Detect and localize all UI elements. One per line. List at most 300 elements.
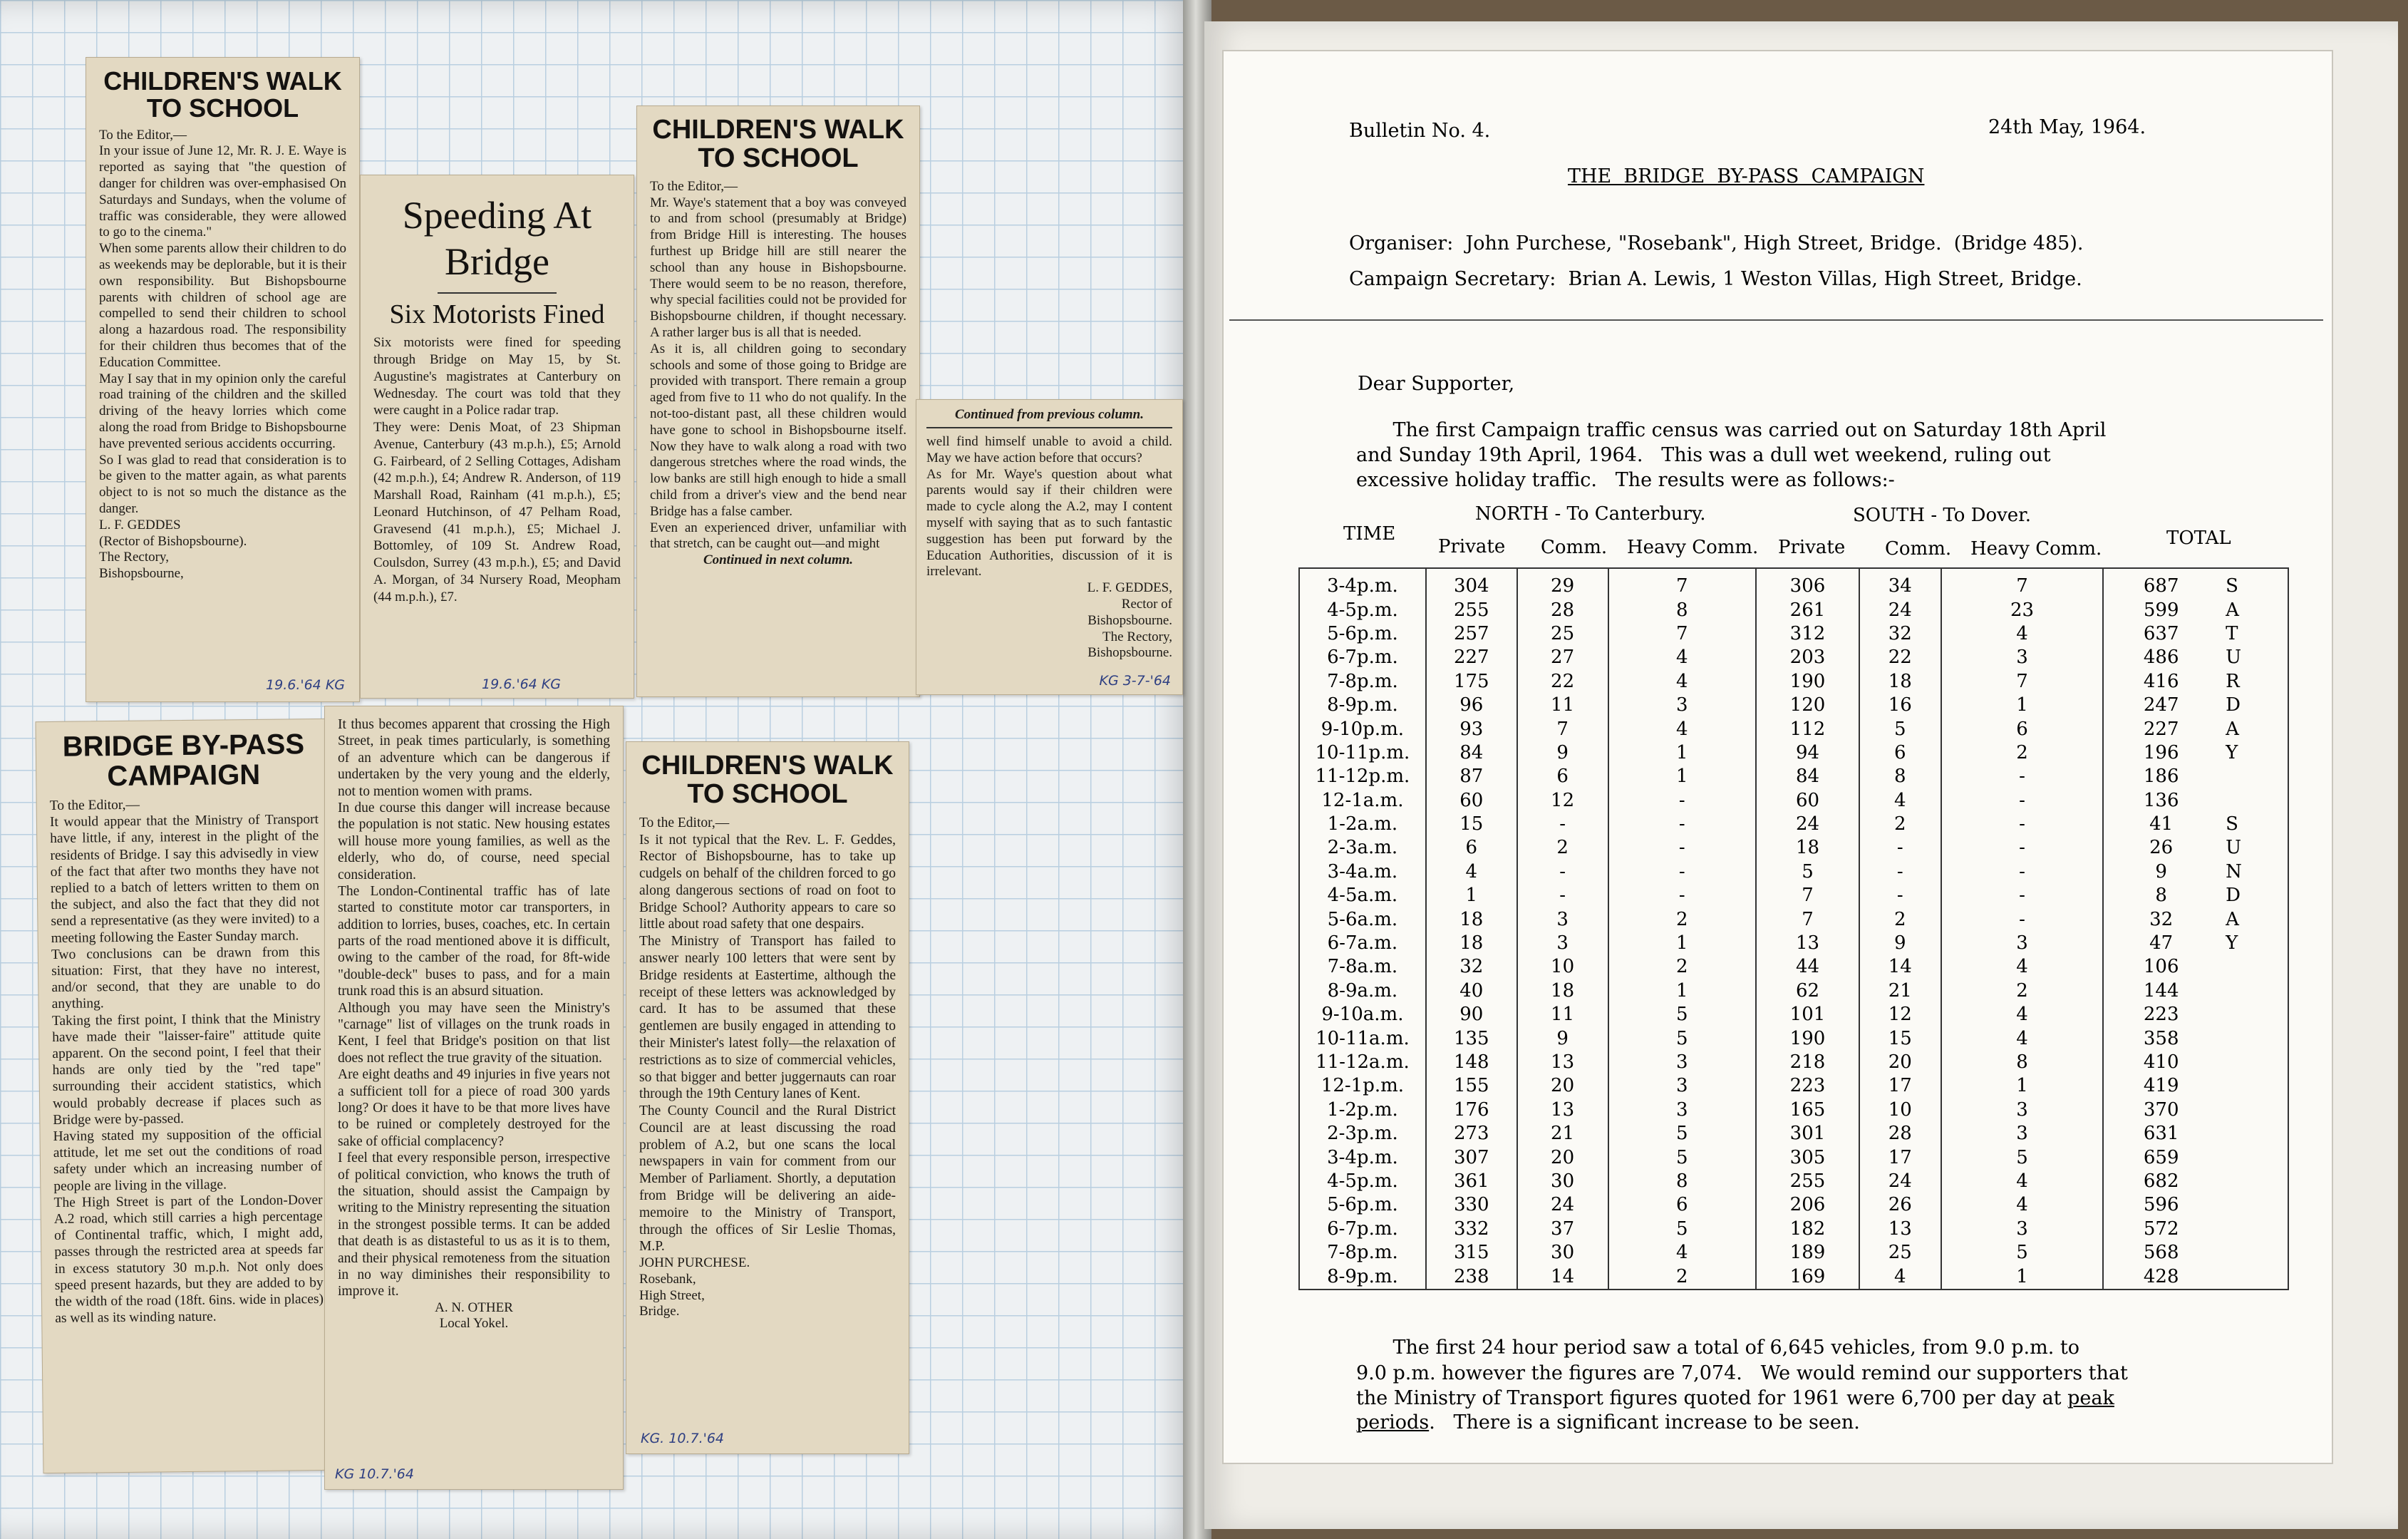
census-cell-nc: 27 [1517,646,1608,669]
census-cell-nc: 28 [1517,598,1608,622]
outro-line-4 [1356,1411,1860,1434]
census-cell-nc: 24 [1517,1193,1608,1217]
census-cell-day: A [2218,598,2288,622]
census-row [1299,1122,2288,1146]
census-cell-time: 9-10p.m. [1299,717,1426,741]
census-cell-sc: 8 [1859,765,1941,788]
census-cell-sh: 3 [1941,1122,2104,1146]
census-row [1299,1026,2288,1050]
census-cell-sp: 24 [1756,813,1859,836]
census-cell-nh: 2 [1608,907,1757,931]
census-cell-day [2218,1170,2288,1193]
peak-underlined: peak [2067,1387,2114,1409]
census-cell-nh: 4 [1608,1241,1757,1265]
census-cell-sp: 5 [1756,860,1859,884]
census-cell-np: 93 [1426,717,1517,741]
census-cell-sp: 120 [1756,694,1859,717]
census-cell-sh: - [1941,789,2104,813]
outro-line-4-text: . There is a significant increase to be seen. [1429,1411,1860,1434]
census-row [1299,1170,2288,1193]
census-cell-sh: 8 [1941,1051,2104,1074]
census-cell-sc: 10 [1859,1098,1941,1122]
census-cell-sc: 15 [1859,1026,1941,1050]
census-cell-total: 247 [2103,694,2218,717]
intro-line-1: The first Campaign traffic census was carried out on Saturday 18th April [1356,419,2107,441]
census-cell-sc: 16 [1859,694,1941,717]
census-cell-np: 255 [1426,598,1517,622]
census-cell-sh: 1 [1941,1074,2104,1098]
census-cell-np: 238 [1426,1265,1517,1289]
census-cell-sh: 4 [1941,1003,2104,1026]
census-cell-sh: 7 [1941,670,2104,694]
census-cell-nh: 8 [1608,598,1757,622]
census-cell-sc: 26 [1859,1193,1941,1217]
census-cell-total: 419 [2103,1074,2218,1098]
outro-line-3 [1356,1387,2114,1409]
census-cell-total: 410 [2103,1051,2218,1074]
census-cell-nc: 13 [1517,1051,1608,1074]
census-row [1299,1193,2288,1217]
clipping-childrens-walk-3 [626,741,909,1454]
census-cell-time: 10-11p.m. [1299,741,1426,765]
outro-line-3-text: the Ministry of Transport figures quoted for 1961 were 6,700 per day at [1356,1387,2068,1409]
census-cell-np: 227 [1426,646,1517,669]
census-cell-time: 1-2a.m. [1299,813,1426,836]
census-cell-nc: 9 [1517,1026,1608,1050]
census-cell-sc: 24 [1859,598,1941,622]
census-cell-nh: 5 [1608,1003,1757,1026]
census-cell-total: 370 [2103,1098,2218,1122]
census-cell-np: 15 [1426,813,1517,836]
census-cell-sh: 1 [1941,1265,2104,1289]
census-cell-nc: 10 [1517,955,1608,979]
census-cell-day [2218,1003,2288,1026]
census-cell-sc: 5 [1859,717,1941,741]
census-cell-day: U [2218,646,2288,669]
clipping-body: well find himself unable to avoid a child. May we have action before that occurs? As for Mr. Waye's question about what parents would say if their children were made to cycle along the A.2, may I content myself with saying that as to such fantastic suggestion has been put forward by the Education Authorities, discussion of it is irrelevant. [926,434,1172,580]
census-cell-day [2218,1122,2288,1146]
census-cell-time: 12-1a.m. [1299,789,1426,813]
census-cell-sc: 25 [1859,1241,1941,1265]
salutation: Dear Supporter, [1358,373,1515,395]
census-cell-nh: 3 [1608,694,1757,717]
census-cell-sh: 4 [1941,1170,2104,1193]
census-cell-sp: 261 [1756,598,1859,622]
census-cell-np: 18 [1426,907,1517,931]
census-cell-sc: 6 [1859,741,1941,765]
census-cell-np: 332 [1426,1218,1517,1241]
census-cell-sp: 101 [1756,1003,1859,1026]
census-cell-time: 3-4p.m. [1299,1146,1426,1169]
census-cell-total: 196 [2103,741,2218,765]
census-row [1299,932,2288,955]
clipping-body: To the Editor,— Is it not typical that the Rev. L. F. Geddes, Rector of Bishopsbourne, has to take up cudgels on behalf of the children forced to go along dangerous sections of road on foot to Bridge School? Authority appears to care so little about road safety that one despairs. The Ministry of Transport has failed to answer nearly 100 letters that were sent by Bridge residents at Eastertime, although the receipt of these letters was acknowledged by card. It has to be assumed that these gentlemen are busily engaged in attending to their Minister's latest folly—the relaxation of restrictions as to size of commercial vehicles, so that bigger and better juggernauts can roar through the 19th Century lanes of Kent. The County Council and the Rural District Council are at least discussing the road problem of A.2, but one scans the local newspapers in vain for comment from our Member of Parliament. Shortly, a deputation from Bridge will be delivering an aide-memoire to the Ministry of Transport, through the offices of Sir Leslie Thomas, M.P. [639,815,896,1255]
census-cell-np: 307 [1426,1146,1517,1169]
census-cell-sc: 17 [1859,1146,1941,1169]
census-cell-sc: 2 [1859,907,1941,931]
census-cell-total: 144 [2103,979,2218,1003]
header-divider [1229,319,2323,321]
census-cell-nh: 8 [1608,1170,1757,1193]
census-row [1299,598,2288,622]
census-cell-np: 87 [1426,765,1517,788]
handwritten-date: KG. 10.7.'64 [641,1431,725,1446]
periods-underlined: periods [1356,1411,1430,1434]
census-cell-sc: 24 [1859,1170,1941,1193]
census-cell-nh: 3 [1608,1098,1757,1122]
census-row [1299,1003,2288,1026]
census-cell-total: 358 [2103,1026,2218,1050]
census-cell-time: 6-7p.m. [1299,1218,1426,1241]
census-cell-sh: - [1941,836,2104,860]
census-cell-nh: - [1608,813,1757,836]
census-cell-nh: - [1608,884,1757,907]
census-cell-sc: 22 [1859,646,1941,669]
census-cell-total: 136 [2103,789,2218,813]
census-cell-time: 6-7a.m. [1299,932,1426,955]
handwritten-date: 19.6.'64 KG [266,677,345,693]
census-cell-sc: 13 [1859,1218,1941,1241]
census-cell-total: 186 [2103,765,2218,788]
census-cell-day [2218,1026,2288,1050]
census-cell-total: 32 [2103,907,2218,931]
census-cell-sp: 7 [1756,884,1859,907]
census-cell-sp: 112 [1756,717,1859,741]
census-cell-nh: 6 [1608,1193,1757,1217]
census-cell-time: 5-6a.m. [1299,907,1426,931]
census-cell-np: 361 [1426,1170,1517,1193]
census-row [1299,955,2288,979]
census-cell-time: 4-5p.m. [1299,1170,1426,1193]
census-cell-time: 8-9p.m. [1299,694,1426,717]
census-cell-total: 41 [2103,813,2218,836]
census-cell-time: 9-10a.m. [1299,1003,1426,1026]
clipping-signature: JOHN PURCHESE. Rosebank, High Street, Bridge. [639,1255,750,1319]
census-cell-nh: 5 [1608,1122,1757,1146]
census-cell-sp: 13 [1756,932,1859,955]
census-cell-time: 5-6p.m. [1299,622,1426,646]
census-cell-nc: 6 [1517,765,1608,788]
census-cell-np: 6 [1426,836,1517,860]
census-cell-sp: 60 [1756,789,1859,813]
census-cell-sh: 5 [1941,1241,2104,1265]
census-cell-time: 4-5a.m. [1299,884,1426,907]
census-cell-nh: 7 [1608,568,1757,598]
intro-line-2: and Sunday 19th April, 1964. This was a dull wet weekend, ruling out [1356,444,2051,466]
census-cell-sh: - [1941,907,2104,931]
clipping-body: To the Editor,— Mr. Waye's statement that a boy was conveyed to and from school (presumably at Bridge) from Bridge Hill is interesting. The houses furthest up Bridge hill are still nearer the school than any house in Bishopsbourne. There would seem to be no reason, therefore, why special facilities could not be provided for Bishopsbourne children, if thought necessary. A rather larger bus is all that is needed. As it is, all children going to secondary schools and some of those going to Bridge are provided with transport. There remain a group aged from five to 11 who do not qualify. In the not-too-distant past, all these children would have gone to school in Bishopsbourne itself. Now they have to walk along a road with two dangerous stretches where the road winds, the low banks are still high enough to hide a small child from a driver's view and the bend near Bridge has a false camber. Even an experienced driver, unfamiliar with that stretch, can be caught out—and might [650,178,906,552]
clipping-body: To the Editor,— In your issue of June 12, Mr. R. J. E. Waye is reported as saying that "the question of danger for children was over-emphasised On Saturdays and Sundays, when the volume of traffic was considerable, they were allowed to go to the cinema." When some parents allow their children to do as weekends may be deplorable, but it is their own responsibility. But Bishopsbourne parents with children of school age are compelled to send their children to school along a hazardous road. The responsibility for their children thus becomes that of the Education Committee. May I say that in my opinion only the careful road training of the children and the skilled driving of the heavy lorries which come along the road from Bridge to Bishopsbourne have prevented serious accidents occurring. So I was glad to read that consideration is to be given to the matter again, as what parents object to is not so much the distance as the danger. [99,127,346,516]
census-cell-day: R [2218,670,2288,694]
census-cell-nc: 20 [1517,1074,1608,1098]
census-cell-nc: - [1517,884,1608,907]
census-cell-sc: 28 [1859,1122,1941,1146]
census-cell-sc: 2 [1859,813,1941,836]
census-cell-total: 486 [2103,646,2218,669]
census-cell-sc: 20 [1859,1051,1941,1074]
census-cell-nh: 2 [1608,1265,1757,1289]
census-cell-nc: 37 [1517,1218,1608,1241]
census-cell-time: 11-12a.m. [1299,1051,1426,1074]
census-cell-sh: 2 [1941,979,2104,1003]
census-cell-day [2218,1218,2288,1241]
census-cell-total: 596 [2103,1193,2218,1217]
census-cell-np: 155 [1426,1074,1517,1098]
secretary-line: Campaign Secretary: Brian A. Lewis, 1 Weston Villas, High Street, Bridge. [1349,268,2082,290]
census-cell-time: 2-3p.m. [1299,1122,1426,1146]
census-cell-day: A [2218,717,2288,741]
census-cell-total: 568 [2103,1241,2218,1265]
census-cell-day: U [2218,836,2288,860]
census-row [1299,860,2288,884]
census-cell-nh: - [1608,836,1757,860]
census-cell-total: 682 [2103,1170,2218,1193]
census-cell-nh: 3 [1608,1051,1757,1074]
census-cell-nh: 4 [1608,670,1757,694]
census-cell-sh: 3 [1941,932,2104,955]
census-cell-day [2218,1146,2288,1169]
census-cell-np: 135 [1426,1026,1517,1050]
census-cell-time: 2-3a.m. [1299,836,1426,860]
census-cell-day: A [2218,907,2288,931]
census-cell-sp: 7 [1756,907,1859,931]
census-cell-total: 416 [2103,670,2218,694]
census-cell-sh: 4 [1941,622,2104,646]
census-row [1299,717,2288,741]
census-row [1299,907,2288,931]
census-cell-total: 572 [2103,1218,2218,1241]
census-cell-day: D [2218,884,2288,907]
census-row [1299,1218,2288,1241]
census-row [1299,765,2288,788]
census-row [1299,1241,2288,1265]
clipping-headline: BRIDGE BY-PASS CAMPAIGN [62,729,305,793]
census-cell-sp: 44 [1756,955,1859,979]
census-cell-sh: - [1941,813,2104,836]
census-cell-day [2218,979,2288,1003]
south-comm-header: Comm. [1885,538,1952,560]
census-cell-nh: 5 [1608,1218,1757,1241]
census-cell-day: Y [2218,741,2288,765]
census-cell-sc: 34 [1859,568,1941,598]
census-cell-np: 40 [1426,979,1517,1003]
census-row [1299,979,2288,1003]
census-cell-sp: 306 [1756,568,1859,598]
census-cell-sh: 6 [1941,717,2104,741]
census-cell-total: 9 [2103,860,2218,884]
census-cell-np: 315 [1426,1241,1517,1265]
census-cell-day [2218,1241,2288,1265]
census-cell-time: 7-8p.m. [1299,670,1426,694]
census-cell-day: Y [2218,932,2288,955]
census-cell-np: 60 [1426,789,1517,813]
census-cell-time: 6-7p.m. [1299,646,1426,669]
census-cell-nc: - [1517,860,1608,884]
north-private-header: Private [1438,536,1506,557]
census-cell-sh: 2 [1941,741,2104,765]
census-cell-total: 428 [2103,1265,2218,1289]
census-cell-total: 223 [2103,1003,2218,1026]
census-cell-nc: 12 [1517,789,1608,813]
census-cell-sh: 3 [1941,1218,2104,1241]
census-cell-nh: 1 [1608,932,1757,955]
census-cell-day: S [2218,813,2288,836]
census-cell-nc: 21 [1517,1122,1608,1146]
bulletin-date: 24th May, 1964. [1988,116,2146,138]
census-cell-time: 5-6p.m. [1299,1193,1426,1217]
census-cell-nc: - [1517,813,1608,836]
census-cell-np: 1 [1426,884,1517,907]
clipping-signature: L. F. GEDDES (Rector of Bishopsbourne). The Rectory, Bishopsbourne, [99,517,247,582]
census-row [1299,789,2288,813]
census-cell-sc: - [1859,884,1941,907]
census-cell-nc: 22 [1517,670,1608,694]
census-cell-nh: 5 [1608,1026,1757,1050]
census-row [1299,1074,2288,1098]
census-row [1299,1265,2288,1289]
clipping-bridge-bypass-campaign [35,719,339,1473]
census-row [1299,568,2288,598]
census-cell-time: 10-11a.m. [1299,1026,1426,1050]
census-cell-sp: 94 [1756,741,1859,765]
census-cell-nh: 5 [1608,1146,1757,1169]
census-cell-sp: 182 [1756,1218,1859,1241]
census-cell-total: 227 [2103,717,2218,741]
census-cell-nh: 1 [1608,979,1757,1003]
census-cell-day: T [2218,622,2288,646]
clipping-headline: Speeding At Bridge [402,194,592,283]
bulletin-number: Bulletin No. 4. [1349,120,1491,142]
census-cell-nh: - [1608,860,1757,884]
census-cell-day [2218,1265,2288,1289]
census-cell-sc: 4 [1859,789,1941,813]
outro-line-1: The first 24 hour period saw a total of 6,645 vehicles, from 9.0 p.m. to [1356,1337,2079,1359]
census-row [1299,741,2288,765]
census-row [1299,1098,2288,1122]
census-cell-nc: 13 [1517,1098,1608,1122]
census-cell-sh: 1 [1941,694,2104,717]
census-cell-nc: 30 [1517,1170,1608,1193]
census-cell-sh: - [1941,765,2104,788]
clipping-body: It thus becomes apparent that crossing the High Street, in peak times particularly, is something of an adventure which can be dangerous if undertaken by the very young and the elderly, not to mention women with prams. In due course this danger will increase because the population is not static. New housing estates will house more young families, as well as the elderly, who do, of course, need special consideration. The London-Continental traffic has of late started to constitute motor car transporters, in addition to lorries, buses, coaches, etc. In certain parts of the road mentioned above it is difficult, owing to the camber of the road, for 8ft-wide "double-deck" buses to pass, and for a main trunk road this is an absurd situation. Although you may have seen the Ministry's "carnage" list of villages on the trunk roads in Kent, I feel that Bridge's position on that list does not reflect the true gravity of the situation. Are eight deaths and 49 injuries in five years not a sufficient toll for a piece of road 300 yards long? Or does it have to be that more lives have to be ruined or completely destroyed for the sake of official complacency? I feel that every responsible person, irrespective of political conviction, who knows the truth of the situation, should assist the Campaign by writing to the Ministry representing the situation in the strongest possible terms. It can be added that death is as distasteful to us as it is to them, and their physical remoteness from the situation in no way diminishes their responsibility to improve it. [338,717,610,1299]
census-cell-day [2218,955,2288,979]
continued-note: Continued in next column. [703,552,854,568]
census-cell-sc: - [1859,836,1941,860]
census-cell-sp: 255 [1756,1170,1859,1193]
census-cell-sp: 312 [1756,622,1859,646]
census-cell-total: 8 [2103,884,2218,907]
census-cell-day [2218,789,2288,813]
census-cell-sp: 18 [1756,836,1859,860]
census-cell-total: 659 [2103,1146,2218,1169]
census-cell-np: 84 [1426,741,1517,765]
census-row [1299,694,2288,717]
census-cell-np: 4 [1426,860,1517,884]
census-cell-sp: 62 [1756,979,1859,1003]
census-cell-nh: - [1608,789,1757,813]
census-cell-nc: 2 [1517,836,1608,860]
census-cell-nc: 7 [1517,717,1608,741]
census-row [1299,622,2288,646]
census-cell-sh: 4 [1941,1026,2104,1050]
census-cell-sc: - [1859,860,1941,884]
census-cell-sp: 190 [1756,1026,1859,1050]
census-cell-sh: 3 [1941,1098,2104,1122]
clipping-childrens-walk-2 [636,105,920,697]
census-cell-sc: 9 [1859,932,1941,955]
census-cell-nc: 3 [1517,907,1608,931]
census-cell-nc: 18 [1517,979,1608,1003]
census-cell-nc: 30 [1517,1241,1608,1265]
total-header: TOTAL [2166,527,2231,549]
north-heavy-header: Heavy Comm. [1627,537,1759,558]
north-header: NORTH - To Canterbury. [1475,503,1706,525]
clipping-body: Six motorists were fined for speeding through Bridge on May 15, by St. Augustine's magistrates at Canterbury on Wednesday. The court was told that they were caught in a Police radar trap. They were: Denis Moat, of 23 Shipman Avenue, Canterbury (43 m.p.h.), £5; Arnold G. Fairbeard, of 2 Selling Cottages, Adisham (42 m.p.h.), £4; Andrew R. Anderson, of 119 Marshall Road, Rainham (41 m.p.h.), £5; Leonard Hutchinson, of 47 Pelham Road, Gravesend (41 m.p.h.), £5; Michael J. Bottomley, of 109 St. Andrew Road, Coulsdon, Surrey (43 m.p.h.), £5; and David A. Morgan, of 34 Nursery Road, Meopham (44 m.p.h.), £7. [373,335,621,604]
census-cell-np: 273 [1426,1122,1517,1146]
census-cell-np: 175 [1426,670,1517,694]
census-cell-np: 32 [1426,955,1517,979]
north-comm-header: Comm. [1541,537,1608,558]
census-cell-nh: 7 [1608,622,1757,646]
clipping-headline: CHILDREN'S WALK TO SCHOOL [652,115,904,173]
bulletin-title: THE BRIDGE BY-PASS CAMPAIGN [1568,165,1925,187]
clipping-signature: A. N. OTHER Local Yokel. [435,1299,513,1332]
south-header: SOUTH - To Dover. [1853,505,2032,526]
census-cell-time: 8-9p.m. [1299,1265,1426,1289]
census-cell-sc: 17 [1859,1074,1941,1098]
south-heavy-header: Heavy Comm. [1970,538,2102,560]
census-cell-nc: 25 [1517,622,1608,646]
census-cell-day [2218,1051,2288,1074]
census-row [1299,836,2288,860]
clipping-headline: CHILDREN'S WALK TO SCHOOL [641,751,894,809]
handwritten-date: 19.6.'64 KG [482,676,561,692]
clipping-letter-continued [324,706,624,1490]
clipping-body: To the Editor,— It would appear that the Ministry of Transport have little, if any, interest in the plight of the residents of Bridge. I say this advisedly in view of the fact that after two months they have not replied to a batch of letters written to them on the subject, and also the fact that they did not send a representative (as they were invited) to a meeting following the Easter Sunday march. Two conclusions can be drawn from this situation: First, that they have no interest, and/or second, that they are unable to do anything. Taking the first point, I think that the Ministry have made their "laisser-faire" attitude quite apparent. On the second point, I feel that their hands are only tied by the "red tape" surrounding their accident statistics, which would probably decrease if places such as Bridge were by-passed. Having stated my supposition of the official attitude, let me set out the conditions of road safety under which an increasing number of people are living in the village. The High Street is part of the London-Dover A.2 road, which still carries a high percentage of Continental traffic, which, I might add, passes through the restricted area at speeds far in excess statutory 30 m.p.h. Not only does speed present hazards, but they are added to by the width of the road (18ft. 6ins. wide in places) as well as its winding nature. [49,797,324,1327]
census-cell-time: 4-5p.m. [1299,598,1426,622]
census-cell-np: 148 [1426,1051,1517,1074]
clipping-signature: L. F. GEDDES, Rector of Bishopsbourne. The Rectory, Bishopsbourne. [1087,580,1172,661]
census-cell-sh: 23 [1941,598,2104,622]
census-cell-sp: 190 [1756,670,1859,694]
census-cell-day [2218,1074,2288,1098]
census-cell-nc: 3 [1517,932,1608,955]
clipping-subhead: Six Motorists Fined [389,299,605,329]
census-cell-sp: 301 [1756,1122,1859,1146]
census-cell-nh: 1 [1608,765,1757,788]
census-cell-total: 47 [2103,932,2218,955]
census-cell-np: 176 [1426,1098,1517,1122]
clipping-headline: CHILDREN'S WALK TO SCHOOL [103,66,342,123]
census-cell-sc: 4 [1859,1265,1941,1289]
census-cell-sp: 165 [1756,1098,1859,1122]
census-cell-day: S [2218,568,2288,598]
census-cell-sp: 218 [1756,1051,1859,1074]
census-cell-nh: 4 [1608,646,1757,669]
census-cell-sc: 32 [1859,622,1941,646]
census-cell-np: 90 [1426,1003,1517,1026]
census-cell-total: 631 [2103,1122,2218,1146]
census-cell-time: 12-1p.m. [1299,1074,1426,1098]
census-cell-day: N [2218,860,2288,884]
organiser-line: Organiser: John Purchese, "Rosebank", High Street, Bridge. (Bridge 485). [1349,232,2084,254]
intro-line-3: excessive holiday traffic. The results were as follows:- [1356,469,1895,491]
census-cell-total: 106 [2103,955,2218,979]
census-cell-sh: 5 [1941,1146,2104,1169]
census-cell-sc: 21 [1859,979,1941,1003]
census-cell-time: 11-12p.m. [1299,765,1426,788]
census-cell-day [2218,1193,2288,1217]
